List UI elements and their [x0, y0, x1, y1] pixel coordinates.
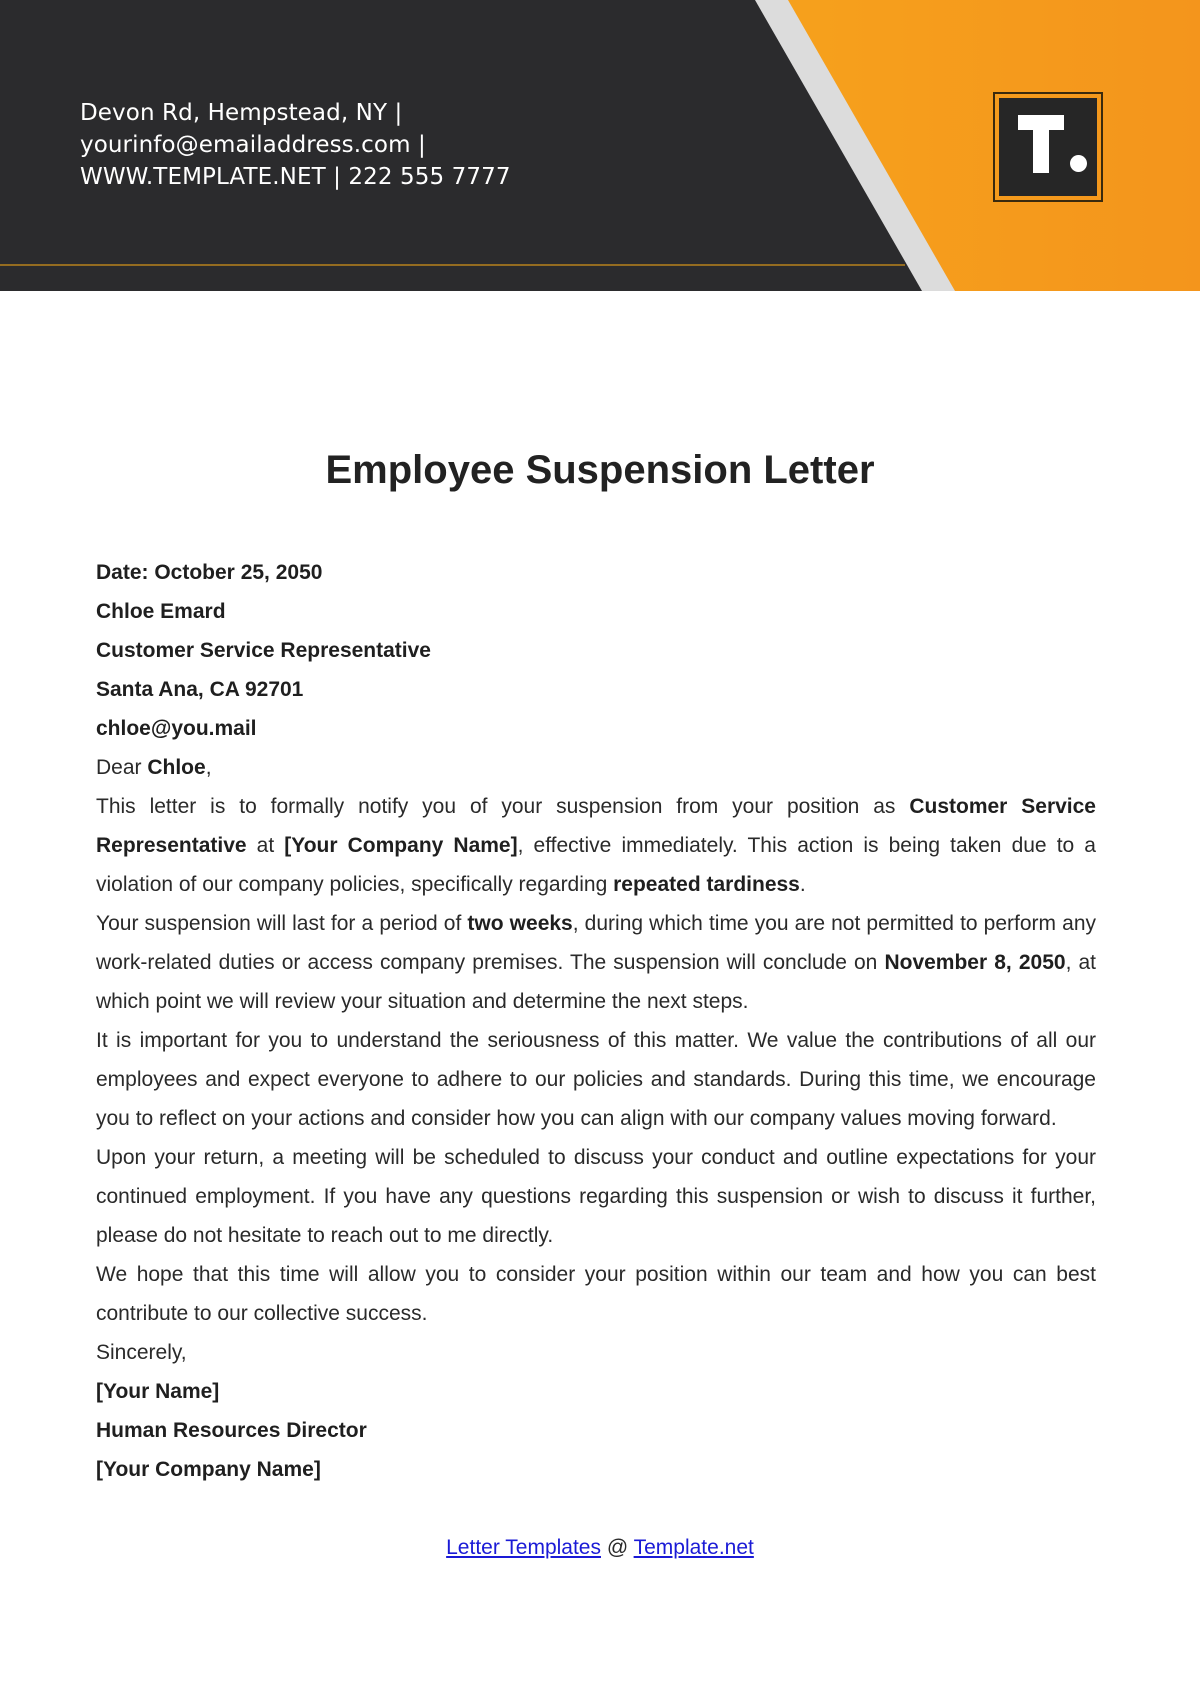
- paragraph-return: Upon your return, a meeting will be scheduled to discuss your conduct and outline expectations for your continued employment. If you have any questions regarding this suspension or wish to discuss it further, please do not hesitate to reach out to me directly.: [96, 1146, 1096, 1247]
- contact-website-phone: WWW.TEMPLATE.NET | 222 555 7777: [80, 164, 511, 190]
- paragraph-notice: This letter is to formally notify you of your suspension from your position as Customer Service Representative at [Your Company Name], effective immediately. This action is being taken due to a violation of our company policies, specifically regarding repeated tardiness.: [96, 795, 1096, 896]
- contact-email: yourinfo@emailaddress.com |: [80, 132, 426, 158]
- recipient-name: Chloe Emard: [96, 600, 226, 623]
- footer-credit: [0, 1528, 1200, 1567]
- logo-t-glyph: [1018, 115, 1064, 173]
- salutation-prefix: Dear: [96, 756, 148, 779]
- company-logo: [993, 92, 1103, 202]
- suspension-end-date: November 8, 2050: [884, 951, 1066, 974]
- contact-address: Devon Rd, Hempstead, NY |: [80, 100, 403, 126]
- logo-mark: [999, 98, 1097, 196]
- letter-date: Date: October 25, 2050: [96, 561, 323, 584]
- template-net-link[interactable]: Template.net: [633, 1536, 754, 1559]
- footer-separator: @: [601, 1536, 634, 1559]
- sender-name: [Your Name]: [96, 1380, 220, 1403]
- salutation: [96, 748, 1096, 787]
- sender-company: [Your Company Name]: [96, 1458, 321, 1481]
- contact-info: [80, 97, 511, 193]
- position-name: Customer Service Representative: [96, 795, 1096, 857]
- recipient-address: Santa Ana, CA 92701: [96, 678, 304, 701]
- letter-body: [96, 553, 1096, 1489]
- salutation-suffix: ,: [205, 756, 212, 779]
- company-placeholder: [Your Company Name]: [284, 834, 518, 857]
- closing: Sincerely,: [96, 1341, 187, 1364]
- suspension-period: two weeks: [467, 912, 573, 935]
- page-title: Employee Suspension Letter: [325, 448, 875, 492]
- violation-reason: repeated tardiness: [613, 873, 800, 896]
- recipient-email: chloe@you.mail: [96, 717, 257, 740]
- letter-templates-link[interactable]: Letter Templates: [446, 1536, 601, 1559]
- letterhead-banner: [0, 0, 1200, 291]
- paragraph-seriousness: It is important for you to understand the seriousness of this matter. We value the contributions of all our employees and expect everyone to adhere to our policies and standards. During this time, we encourage you to reflect on your actions and consider how you can align with our company values moving forward.: [96, 1029, 1096, 1130]
- logo-dot: [1070, 155, 1087, 172]
- paragraph-duration: Your suspension will last for a period of two weeks, during which time you are not permitted to perform any work-related duties or access company premises. The suspension will conclude on November 8, 2050, at which point we will review your situation and determine the next steps.: [96, 912, 1096, 1013]
- sender-title: Human Resources Director: [96, 1419, 367, 1442]
- salutation-name: Chloe: [147, 756, 206, 779]
- paragraph-hope: We hope that this time will allow you to consider your position within our team and how you can best contribute to our collective success.: [96, 1263, 1096, 1325]
- recipient-title: Customer Service Representative: [96, 639, 431, 662]
